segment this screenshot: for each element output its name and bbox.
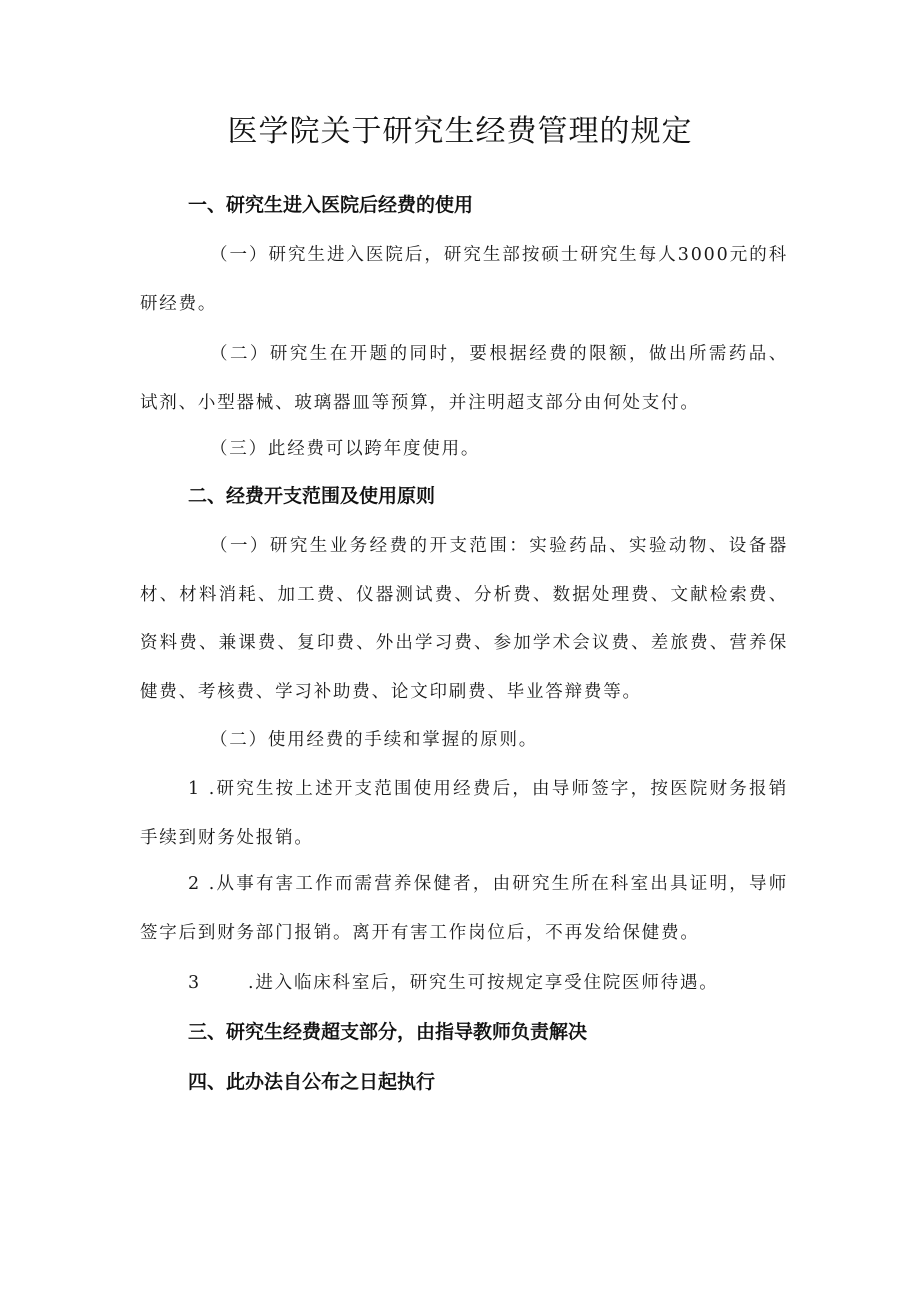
item-3-text: .进入临床科室后，研究生可按规定享受住院医师待遇。 <box>248 973 719 993</box>
section-2-item-2: 2 .从事有害工作而需营养保健者，由研究生所在科室出具证明，导师签字后到财务部门报销。离开有害工作岗位后，不再发给保健费。 <box>140 874 788 943</box>
section-1-paragraph-1: （一）研究生进入医院后，研究生部按硕士研究生每人3000元的科研经费。 <box>140 245 788 314</box>
section-2-item-1: 1 .研究生按上述开支范围使用经费后，由导师签字，按医院财务报销手续到财务处报销。 <box>140 779 788 848</box>
section-2-paragraph-1: （一）研究生业务经费的开支范围：实验药品、实验动物、设备器材、材料消耗、加工费、仪器测试费、分析费、数据处理费、文献检索费、资料费、兼课费、复印费、外出学习费、参加学术会议费、差旅费、营养保健费、考核费、学习补助费、论文印刷费、毕业答辩费等。 <box>140 536 788 702</box>
section-2-paragraph-2: （二）使用经费的手续和掌握的原则。 <box>210 730 539 750</box>
section-1-paragraph-2: （二）研究生在开题的同时，要根据经费的限额，做出所需药品、试剂、小型器械、玻璃器皿等预算，并注明超支部分由何处支付。 <box>140 344 788 413</box>
section-4-heading: 四、此办法自公布之日起执行 <box>188 1071 436 1093</box>
document-title: 医学院关于研究生经费管理的规定 <box>227 114 693 149</box>
section-2-item-3 <box>188 968 719 998</box>
section-1-paragraph-3: （三）此经费可以跨年度使用。 <box>210 439 481 459</box>
section-2-heading: 二、经费开支范围及使用原则 <box>188 485 436 507</box>
section-1-heading: 一、研究生进入医院后经费的使用 <box>188 194 474 216</box>
section-3-heading: 三、研究生经费超支部分，由指导教师负责解决 <box>188 1021 588 1043</box>
item-3-number: 3 <box>188 973 201 993</box>
